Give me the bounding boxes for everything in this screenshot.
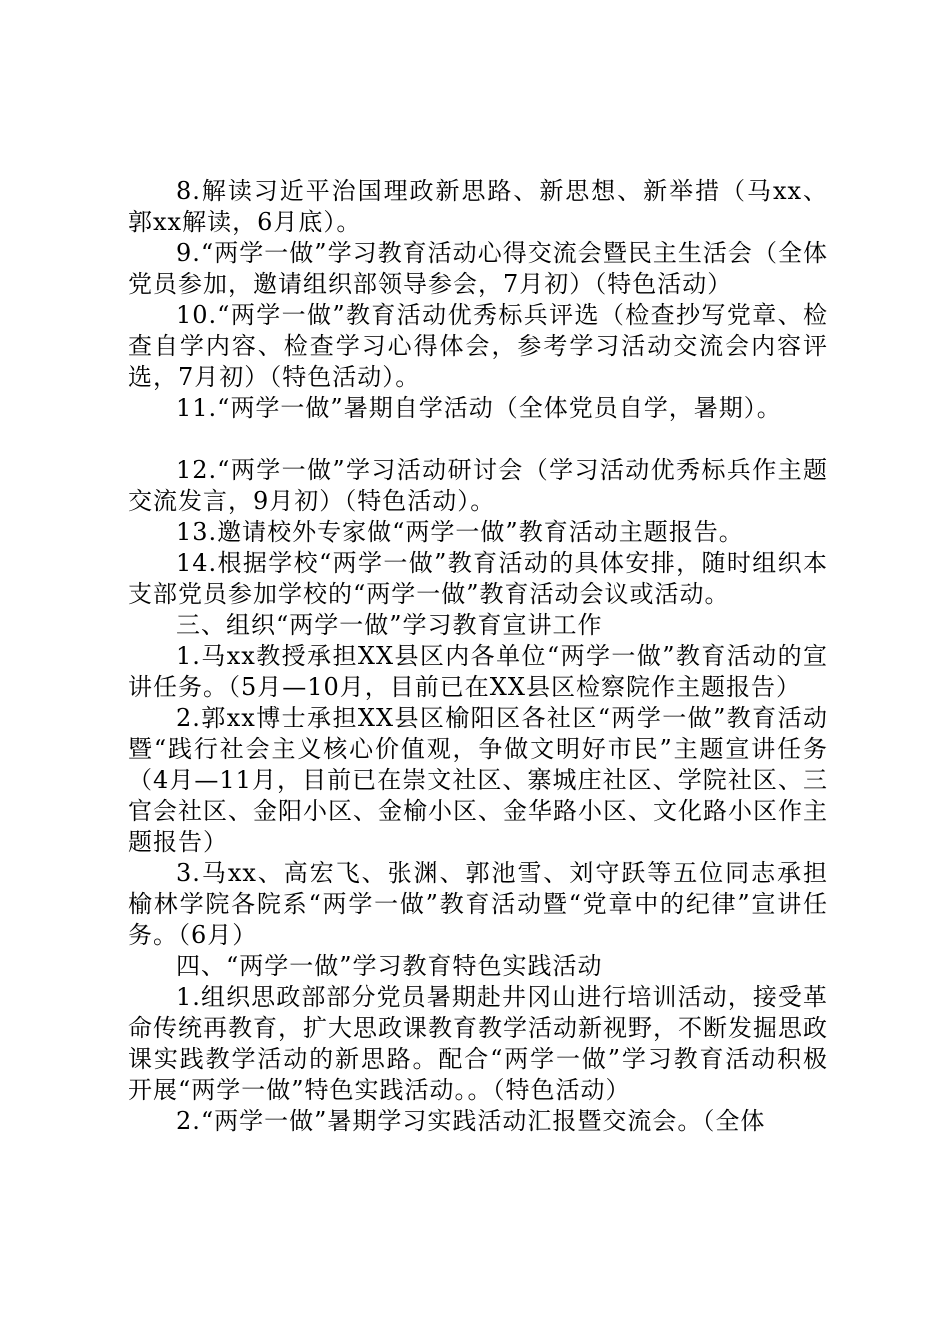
- document-body: [128, 176, 828, 1137]
- paragraph-item-10: 10.“两学一做”教育活动优秀标兵评选（检查抄写党章、检查自学内容、检查学习心得体会，参考学习活动交流会内容评选，7月初）（特色活动）。: [128, 301, 828, 391]
- paragraph-publicity-2: 2.郭xx博士承担XX县区榆阳区各社区“两学一做”教育活动暨“践行社会主义核心价值观，争做文明好市民”主题宣讲任务（4月—11月，目前已在崇文社区、寨城庄社区、学院社区、三官会社区、金阳小区、金榆小区、金华路小区、文化路小区作主题报告）: [128, 704, 828, 856]
- paragraph-item-13: 13.邀请校外专家做“两学一做”教育活动主题报告。: [176, 518, 744, 546]
- paragraph-practice-2: 2.“两学一做”暑期学习实践活动汇报暨交流会。（全体: [176, 1107, 766, 1135]
- paragraph-item-11: 11.“两学一做”暑期自学活动（全体党员自学，暑期）。: [176, 394, 782, 422]
- paragraph-item-9: 9.“两学一做”学习教育活动心得交流会暨民主生活会（全体党员参加，邀请组织部领导参会，7月初）（特色活动）: [128, 239, 828, 298]
- paragraph-item-12: 12.“两学一做”学习活动研讨会（学习活动优秀标兵作主题交流发言，9月初）（特色活动）。: [128, 456, 828, 515]
- section-heading-three: 三、组织“两学一做”学习教育宣讲工作: [176, 611, 603, 639]
- paragraph-item-8: 8.解读习近平治国理政新思路、新思想、新举措（马xx、郭xx解读，6月底）。: [128, 177, 828, 236]
- paragraph-item-14: 14.根据学校“两学一做”教育活动的具体安排，随时组织本支部党员参加学校的“两学一做”教育活动会议或活动。: [128, 549, 828, 608]
- section-heading-four: 四、“两学一做”学习教育特色实践活动: [176, 952, 603, 980]
- paragraph-publicity-3: 3.马xx、高宏飞、张渊、郭池雪、刘守跃等五位同志承担榆林学院各院系“两学一做”教育活动暨“党章中的纪律”宣讲任务。（6月）: [128, 859, 828, 949]
- paragraph-publicity-1: 1.马xx教授承担XX县区内各单位“两学一做”教育活动的宣讲任务。（5月—10月，目前已在XX县区检察院作主题报告）: [128, 642, 828, 701]
- paragraph-practice-1: 1.组织思政部部分党员暑期赴井冈山进行培训活动，接受革命传统再教育，扩大思政课教育教学活动新视野，不断发掘思政课实践教学活动的新思路。配合“两学一做”学习教育活动积极开展“两学一做”特色实践活动。。（特色活动）: [128, 983, 828, 1104]
